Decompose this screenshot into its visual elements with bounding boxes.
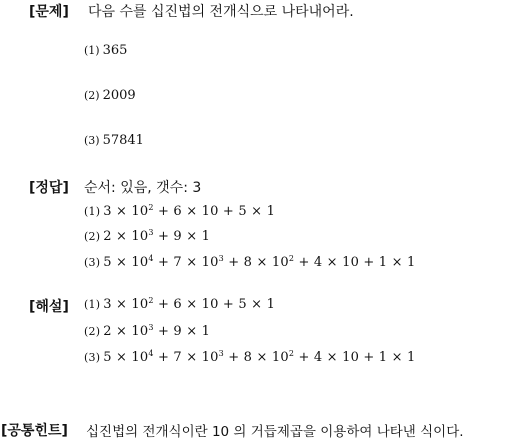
- item-number: (3): [84, 256, 101, 269]
- exponent: 2: [148, 296, 154, 305]
- exponent: 4: [148, 254, 154, 263]
- solution-item-1: [84, 297, 275, 312]
- expr-part: + 9 × 1: [153, 324, 211, 339]
- expr-part: + 9 × 1: [153, 229, 211, 244]
- item-number: (2): [84, 325, 101, 338]
- expr-part: 3 × 10: [103, 297, 149, 312]
- solution-tag: [해설]: [29, 299, 69, 315]
- item-number: (1): [84, 298, 101, 311]
- answer-tag: [정답]: [29, 180, 69, 196]
- answer-item-1: [84, 204, 275, 219]
- expr-part: 3 × 10: [103, 204, 149, 219]
- exponent: 3: [148, 323, 154, 332]
- problem-item-2: [84, 88, 136, 103]
- expr-part: 2 × 10: [103, 324, 149, 339]
- expr-part: + 6 × 10 + 5 × 1: [153, 204, 276, 219]
- item-number: (3): [84, 351, 101, 364]
- item-number: (2): [84, 230, 101, 243]
- exponent: 3: [218, 254, 224, 263]
- expr-part: + 8 × 10: [223, 350, 289, 365]
- problem-item-1: [84, 43, 127, 58]
- answer-note: 순서: 있음, 갯수: 3: [84, 180, 202, 196]
- exponent: 2: [148, 203, 154, 212]
- item-number: (1): [84, 44, 100, 57]
- solution-item-2: [84, 324, 210, 339]
- item-number: (1): [84, 205, 101, 218]
- exponent: 4: [148, 349, 154, 358]
- exponent: 3: [148, 228, 154, 237]
- item-value: 365: [102, 43, 128, 58]
- exponent: 2: [288, 254, 295, 263]
- item-number: (2): [84, 89, 100, 102]
- expr-part: 5 × 10: [103, 255, 149, 270]
- item-value: 2009: [102, 88, 136, 103]
- item-value: 57841: [102, 133, 144, 148]
- problem-text: 다음 수를 십진법의 전개식으로 나타내어라.: [88, 4, 354, 20]
- answer-item-2: [84, 229, 210, 244]
- item-number: (3): [84, 134, 100, 147]
- expr-part: 5 × 10: [103, 350, 149, 365]
- expr-part: + 8 × 10: [223, 255, 289, 270]
- exponent: 3: [218, 349, 224, 358]
- hint-tag: [공통힌트]: [1, 423, 68, 439]
- expr-part: + 7 × 10: [153, 350, 219, 365]
- exponent: 2: [288, 349, 295, 358]
- answer-item-3: [84, 255, 416, 270]
- expr-part: + 7 × 10: [153, 255, 219, 270]
- problem-tag: [문제]: [29, 4, 69, 20]
- problem-item-3: [84, 133, 144, 148]
- expr-part: + 4 × 10 + 1 × 1: [294, 255, 416, 270]
- solution-item-3: [84, 350, 416, 365]
- expr-part: + 6 × 10 + 5 × 1: [153, 297, 276, 312]
- hint-text: 십진법의 전개식이란 10 의 거듭제곱을 이용하여 나타낸 식이다.: [86, 424, 464, 440]
- expr-part: 2 × 10: [103, 229, 149, 244]
- expr-part: + 4 × 10 + 1 × 1: [294, 350, 416, 365]
